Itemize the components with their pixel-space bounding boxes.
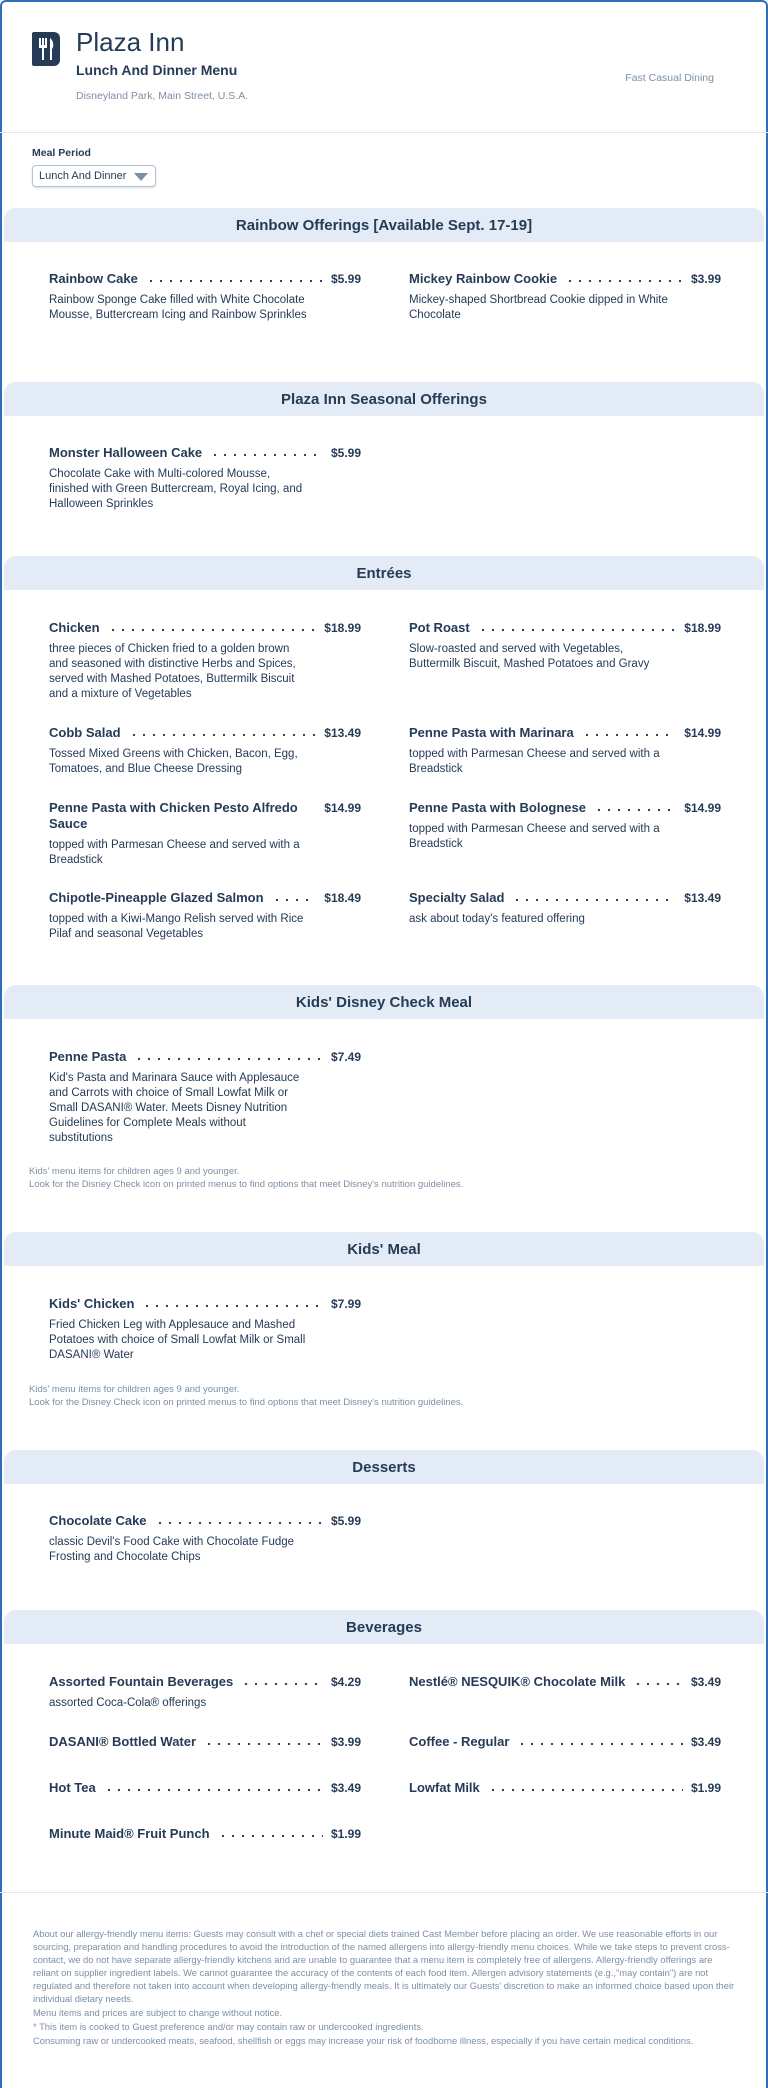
item-name: Chipotle-Pineapple Glazed Salmon: [49, 890, 264, 905]
item-price: $14.99: [684, 801, 721, 815]
meal-period-select[interactable]: [32, 165, 156, 187]
item-description: classic Devil's Food Cake with Chocolate Fudge Frosting and Chocolate Chips: [49, 1536, 295, 1563]
item-price: $14.99: [324, 801, 361, 815]
item-name: Cobb Salad: [49, 725, 121, 740]
item-description: Chocolate Cake with Multi-colored Mousse, finished with Green Buttercream, Royal Icing, and Halloween Sprinkles: [49, 468, 303, 510]
item-description: Fried Chicken Leg with Applesauce and Mashed Potatoes with choice of Small Lowfat Milk or Small DASANI® Water: [49, 1319, 306, 1361]
item-description: Tossed Mixed Greens with Chicken, Bacon, Egg, Tomatoes, and Blue Cheese Dressing: [49, 748, 298, 775]
leader-dots: [517, 1736, 683, 1748]
menu-item[interactable]: [49, 445, 361, 512]
menu-item[interactable]: [409, 890, 721, 927]
item-price: $5.99: [330, 1514, 361, 1528]
leader-dots: [512, 892, 676, 904]
item-description: topped with Parmesan Cheese and served with a Breadstick: [409, 748, 660, 775]
nutrition-note: Look for the Disney Check icon on printed menus to find options that meet Disney's nutrition guidelines.: [29, 1397, 464, 1408]
menu-item[interactable]: [49, 1780, 361, 1796]
section-header-seasonal: Plaza Inn Seasonal Offerings: [4, 382, 764, 416]
restaurant-header: [0, 0, 768, 132]
leader-dots: [565, 273, 683, 285]
leader-dots: [218, 1828, 323, 1840]
section-header-kids-check: Kids' Disney Check Meal: [4, 985, 764, 1019]
item-name: DASANI® Bottled Water: [49, 1734, 197, 1749]
menu-item[interactable]: [49, 1513, 361, 1565]
leader-dots: [478, 622, 677, 634]
menu-item[interactable]: [49, 1674, 361, 1711]
meal-period-filter: [32, 147, 156, 187]
menu-item[interactable]: [49, 1826, 361, 1842]
menu-subtitle: Lunch And Dinner Menu: [76, 62, 238, 78]
item-price: $18.99: [684, 621, 721, 635]
leader-dots: [155, 1515, 323, 1527]
item-price: $4.29: [330, 1675, 361, 1689]
leader-dots: [594, 802, 676, 814]
footer-disclaimer: [33, 1927, 735, 2048]
header-divider: [0, 132, 768, 133]
item-price: $5.99: [330, 272, 361, 286]
leader-dots: [104, 1782, 323, 1794]
footer-divider: [0, 1892, 768, 1893]
item-price: $7.49: [330, 1050, 361, 1064]
allergy-disclaimer: About our allergy-friendly menu items: Guests may consult with a chef or special diets trained Cast Member before placing an order. We use reasonable efforts in our sourcing, preparation and handling procedures to avoid the introduction of the named allergens into allergy-friendly menu choices. While we take steps to prevent cross-contact, we do not have separate allergy-friendly kitchens and are unable to guarantee that a menu item is completely free of allergens. Allergy-friendly offerings are reliant on supplier ingredient labels. We cannot guarantee the accuracy of the contents of each food item. Allergen advisory statements (e.g.,"may contain") are not regulated and therefore not taken into account when developing allergy-friendly meals. It is ultimately our Guests' discretion to make an informed choice based upon their individual dietary needs.: [33, 1928, 735, 2004]
menu-item[interactable]: [49, 725, 361, 777]
item-name: Hot Tea: [49, 1780, 96, 1795]
menu-item[interactable]: [409, 271, 721, 323]
item-price: $18.99: [324, 621, 361, 635]
item-description: Kid's Pasta and Marinara Sauce with Applesauce and Carrots with choice of Small Lowfat Milk or Small DASANI® Water. Meets Disney Nutrition Guidelines for Complete Meals without substitutions: [49, 1072, 300, 1144]
menu-item[interactable]: [409, 1734, 721, 1750]
leader-dots: [146, 273, 323, 285]
fork-knife-icon: [32, 32, 60, 66]
item-price: $3.49: [330, 1781, 361, 1795]
item-description: ask about today's featured offering: [409, 913, 585, 925]
dining-category: Fast Casual Dining: [625, 72, 714, 84]
menu-item[interactable]: [49, 1296, 361, 1363]
menu-item[interactable]: [49, 620, 361, 702]
item-price: $1.99: [330, 1827, 361, 1841]
item-name: Penne Pasta with Chicken Pesto Alfredo Sauce: [49, 800, 298, 831]
menu-item[interactable]: [49, 271, 361, 323]
item-description: Mickey-shaped Shortbread Cookie dipped in White Chocolate: [409, 294, 668, 321]
section-header-desserts: Desserts: [4, 1450, 764, 1484]
menu-item[interactable]: [409, 620, 721, 672]
menu-item[interactable]: [409, 800, 721, 852]
item-price: $3.49: [690, 1735, 721, 1749]
menu-item[interactable]: [49, 800, 361, 868]
item-name: Nestlé® NESQUIK® Chocolate Milk: [409, 1674, 626, 1689]
item-price: $5.99: [330, 446, 361, 460]
item-name: Lowfat Milk: [409, 1780, 480, 1795]
item-name: Mickey Rainbow Cookie: [409, 271, 558, 286]
item-name: Chicken: [49, 620, 100, 635]
section-header-rainbow: Rainbow Offerings [Available Sept. 17-19]: [4, 208, 764, 242]
section-header-beverages: Beverages: [4, 1610, 764, 1644]
meal-period-label: Meal Period: [32, 147, 91, 159]
menu-item[interactable]: [409, 1780, 721, 1796]
menu-item[interactable]: [49, 890, 361, 942]
leader-dots: [633, 1676, 683, 1688]
item-description: Slow-roasted and served with Vegetables, Buttermilk Biscuit, Mashed Potatoes and Gravy: [409, 643, 650, 670]
leader-dots: [108, 622, 317, 634]
leader-dots: [204, 1736, 323, 1748]
section-header-entrees: Entrées: [4, 556, 764, 590]
item-name: Monster Halloween Cake: [49, 445, 203, 460]
menu-item[interactable]: [49, 1734, 361, 1750]
price-disclaimer: Menu items and prices are subject to change without notice.: [33, 2007, 283, 2018]
item-price: $13.49: [324, 726, 361, 740]
kids-note: Kids' menu items for children ages 9 and younger.: [29, 1166, 240, 1177]
kids-note: Kids' menu items for children ages 9 and younger.: [29, 1384, 240, 1395]
item-name: Coffee - Regular: [409, 1734, 510, 1749]
item-price: $1.99: [690, 1781, 721, 1795]
item-name: Chocolate Cake: [49, 1513, 147, 1528]
section-header-kids-meal: Kids' Meal: [4, 1232, 764, 1266]
item-name: Rainbow Cake: [49, 271, 138, 286]
item-description: topped with Parmesan Cheese and served with a Breadstick: [49, 839, 300, 866]
chevron-down-icon: [134, 173, 148, 181]
cooked-disclaimer: * This item is cooked to Guest preference and/or may contain raw or undercooked ingredients.: [33, 2021, 424, 2032]
item-name: Assorted Fountain Beverages: [49, 1674, 234, 1689]
item-price: $13.49: [684, 891, 721, 905]
item-price: $3.99: [330, 1735, 361, 1749]
item-name: Minute Maid® Fruit Punch: [49, 1826, 210, 1841]
leader-dots: [210, 447, 323, 459]
item-price: $3.49: [690, 1675, 721, 1689]
leader-dots: [241, 1676, 323, 1688]
item-price: $14.99: [684, 726, 721, 740]
item-name: Penne Pasta: [49, 1049, 127, 1064]
item-name: Penne Pasta with Bolognese: [409, 800, 586, 815]
item-description: topped with Parmesan Cheese and served with a Breadstick: [409, 823, 660, 850]
item-name: Pot Roast: [409, 620, 470, 635]
item-name: Specialty Salad: [409, 890, 505, 905]
leader-dots: [272, 892, 317, 904]
item-name: Kids' Chicken: [49, 1296, 135, 1311]
restaurant-title: Plaza Inn: [76, 27, 185, 57]
leader-dots: [134, 1051, 323, 1063]
nutrition-note: Look for the Disney Check icon on printed menus to find options that meet Disney's nutrition guidelines.: [29, 1179, 464, 1190]
leader-dots: [582, 727, 677, 739]
item-description: Rainbow Sponge Cake filled with White Chocolate Mousse, Buttercream Icing and Rainbow Sprinkles: [49, 294, 307, 321]
item-price: $3.99: [690, 272, 721, 286]
item-description: topped with a Kiwi-Mango Relish served with Rice Pilaf and seasonal Vegetables: [49, 913, 304, 940]
leader-dots: [129, 727, 317, 739]
menu-item[interactable]: [409, 1674, 721, 1690]
meal-period-selected: Lunch And Dinner: [39, 170, 127, 182]
consuming-disclaimer: Consuming raw or undercooked meats, seafood, shellfish or eggs may increase your risk of foodborne illness, especially if you have certain medical conditions.: [33, 2035, 694, 2046]
item-price: $18.49: [324, 891, 361, 905]
menu-item[interactable]: [409, 725, 721, 777]
leader-dots: [142, 1298, 323, 1310]
menu-item[interactable]: [49, 1049, 361, 1146]
item-name: Penne Pasta with Marinara: [409, 725, 574, 740]
restaurant-location: Disneyland Park, Main Street, U.S.A.: [76, 90, 249, 102]
item-price: $7.99: [330, 1297, 361, 1311]
item-description: three pieces of Chicken fried to a golden brown and seasoned with distinctive Herbs and Spices, served with Mashed Potatoes, Buttermilk Biscuit and a mixture of Vegetables: [49, 643, 296, 700]
item-description: assorted Coca-Cola® offerings: [49, 1697, 207, 1709]
leader-dots: [488, 1782, 683, 1794]
